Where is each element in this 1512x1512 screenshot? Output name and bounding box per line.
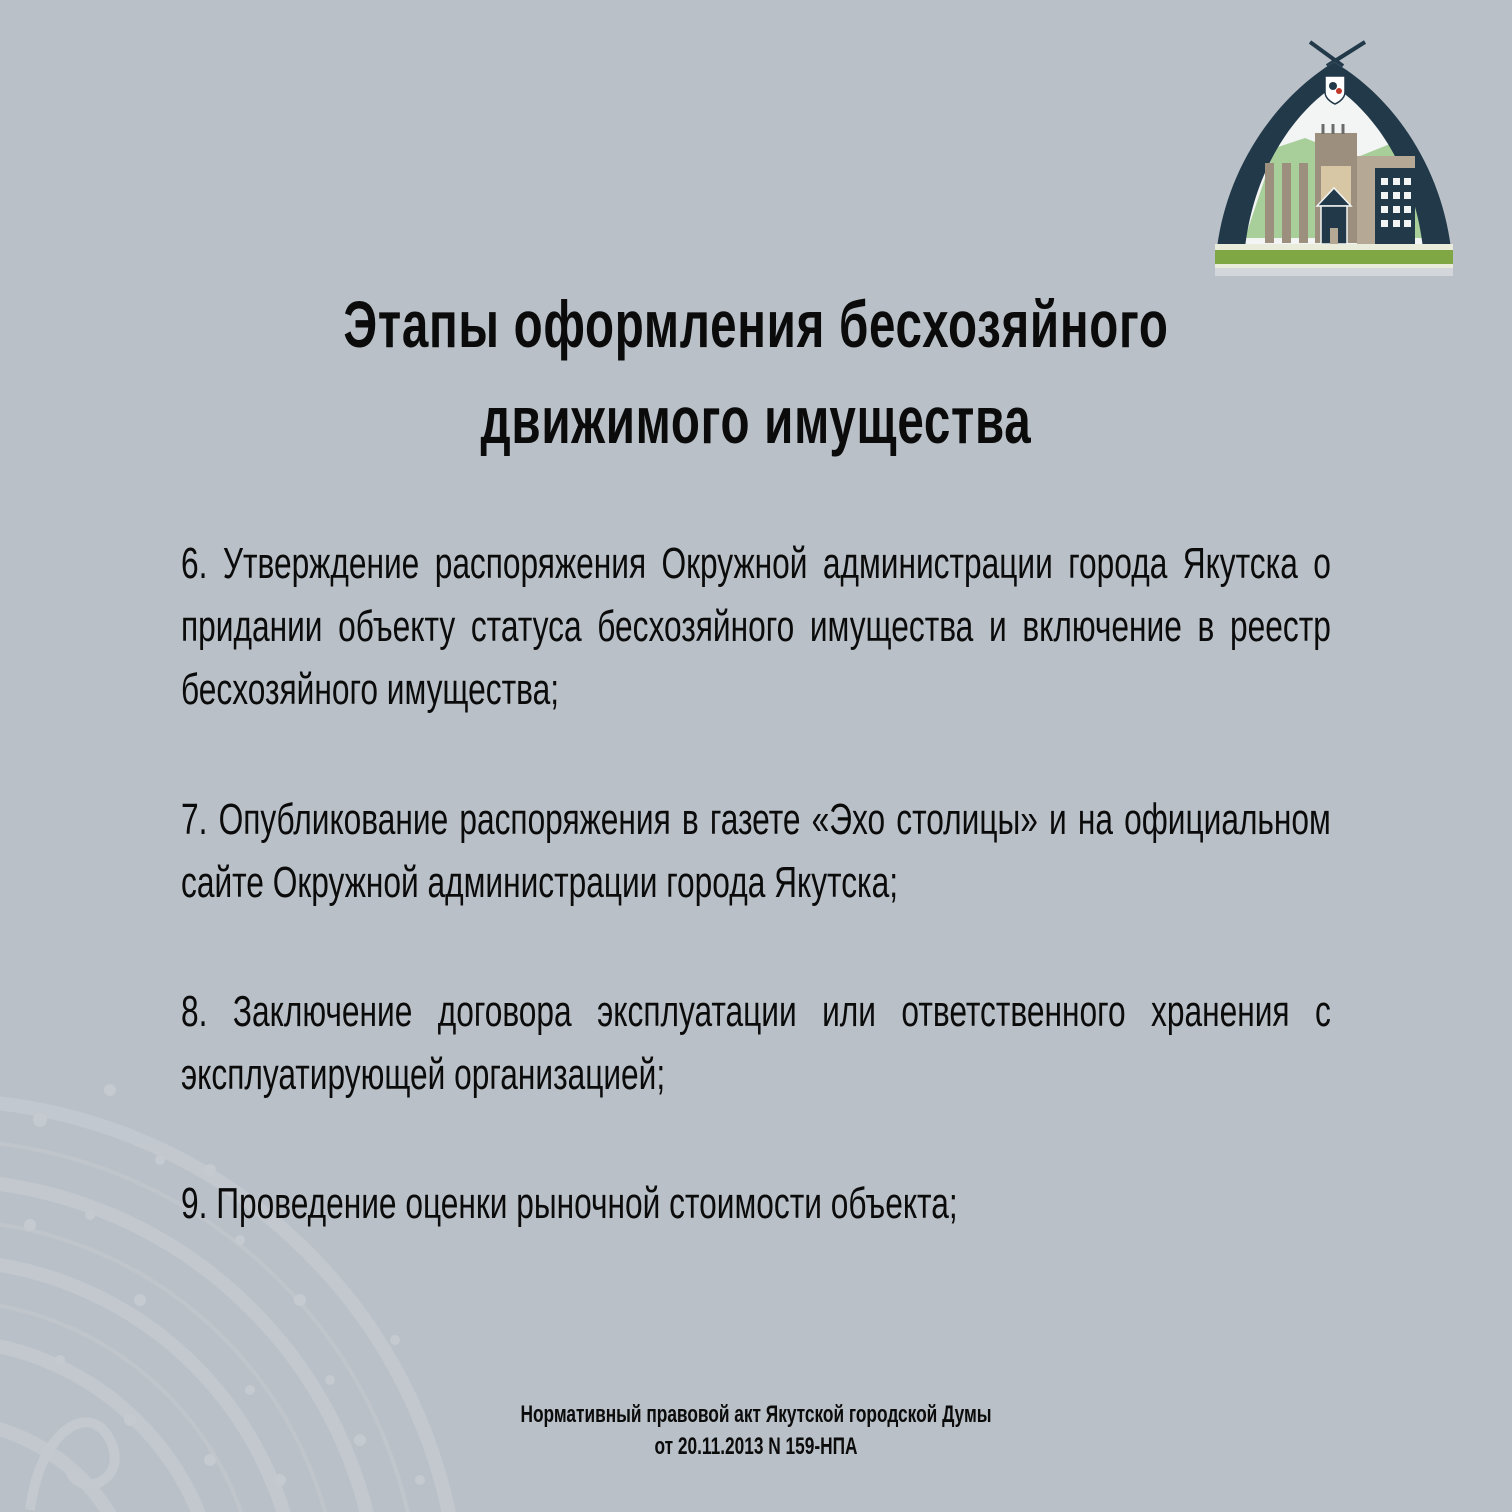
- step-number: 8.: [181, 987, 208, 1036]
- city-emblem-icon: [1205, 38, 1463, 278]
- step-text: Проведение оценки рыночной стоимости объекта;: [216, 1179, 958, 1228]
- step-item-8: [181, 980, 1331, 1106]
- footer-line-2: от 20.11.2013 N 159-НПА: [654, 1433, 858, 1460]
- step-number: 9.: [181, 1179, 208, 1228]
- step-text: Заключение договора эксплуатации или ответственного хранения с эксплуатирующей организацией;: [181, 987, 1331, 1099]
- step-text: Опубликование распоряжения в газете «Эхо столицы» и на официальном сайте Окружной администрации города Якутска;: [181, 795, 1331, 907]
- step-number: 7.: [181, 795, 208, 844]
- title-line-2: движимого имущества: [480, 383, 1032, 457]
- title-line-1: Этапы оформления бесхозяйного: [343, 287, 1169, 361]
- legal-reference: [212, 1399, 1301, 1463]
- step-item-6: [181, 532, 1331, 721]
- step-item-9: [181, 1172, 1331, 1235]
- step-item-7: [181, 788, 1331, 914]
- step-text: Утверждение распоряжения Окружной администрации города Якутска о придании объекту статуса бесхозяйного имущества и включение в реестр бесхозяйного имущества;: [181, 539, 1331, 714]
- step-number: 6.: [181, 539, 208, 588]
- page-title: [212, 276, 1301, 468]
- footer-line-1: Нормативный правовой акт Якутской городской Думы: [520, 1401, 992, 1428]
